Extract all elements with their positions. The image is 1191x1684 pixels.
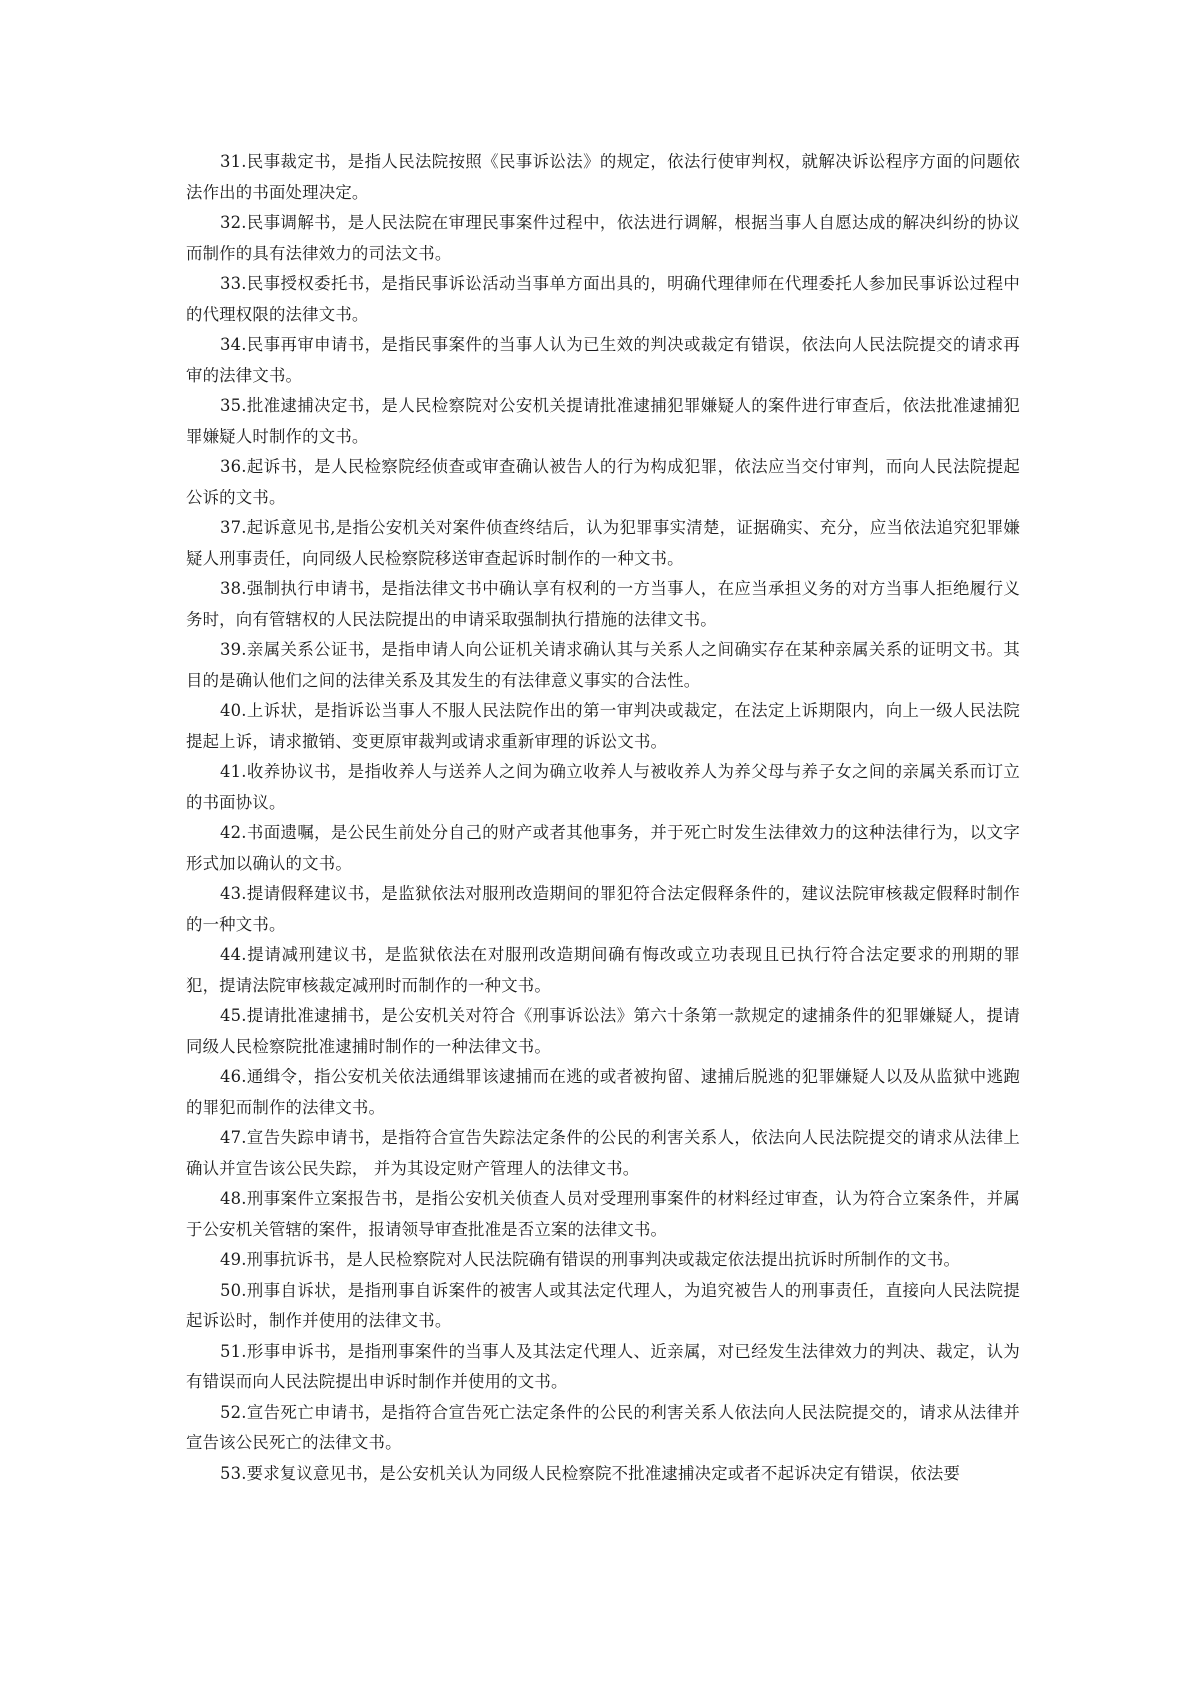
- paragraph-44: 44.提请减刑建议书，是监狱依法在对服刑改造期间确有悔改或立功表现且已执行符合法定要求的刑期的罪犯，提请法院审核裁定减刑时而制作的一种文书。: [186, 945, 1020, 995]
- paragraph-34: 34.民事再审申请书，是指民事案件的当事人认为已生效的判决或裁定有错误，依法向人民法院提交的请求再审的法律文书。: [186, 335, 1020, 385]
- paragraph-45: 45.提请批准逮捕书，是公安机关对符合《刑事诉讼法》第六十条第一款规定的逮捕条件的犯罪嫌疑人，提请同级人民检察院批准逮捕时制作的一种法律文书。: [186, 1006, 1020, 1056]
- paragraph-52: 52.宣告死亡申请书，是指符合宣告死亡法定条件的公民的利害关系人依法向人民法院提交的，请求从法律并宣告该公民死亡的法律文书。: [186, 1402, 1020, 1452]
- paragraph-53: 53.要求复议意见书，是公安机关认为同级人民检察院不批准逮捕决定或者不起诉决定有错误，依法要: [220, 1463, 961, 1483]
- paragraph-51: 51.形事申诉书，是指刑事案件的当事人及其法定代理人、近亲属，对已经发生法律效力的判决、裁定，认为有错误而向人民法院提出申诉时制作并使用的文书。: [186, 1341, 1020, 1391]
- paragraph-42: 42.书面遗嘱，是公民生前处分自己的财产或者其他事务，并于死亡时发生法律效力的这种法律行为，以文字形式加以确认的文书。: [186, 823, 1020, 873]
- paragraph-35: 35.批准逮捕决定书，是人民检察院对公安机关提请批准逮捕犯罪嫌疑人的案件进行审查后，依法批准逮捕犯罪嫌疑人时制作的文书。: [186, 396, 1020, 446]
- paragraph-47: 47.宣告失踪申请书，是指符合宣告失踪法定条件的公民的利害关系人，依法向人民法院提交的请求从法律上确认并宣告该公民失踪， 并为其设定财产管理人的法律文书。: [186, 1128, 1020, 1178]
- paragraph-41: 41.收养协议书，是指收养人与送养人之间为确立收养人与被收养人为养父母与养子女之间的亲属关系而订立的书面协议。: [186, 762, 1020, 812]
- document-body: [186, 147, 1020, 1489]
- paragraph-33: 33.民事授权委托书，是指民事诉讼活动当事单方面出具的，明确代理律师在代理委托人参加民事诉讼过程中的代理权限的法律文书。: [186, 274, 1020, 324]
- paragraph-48: 48.刑事案件立案报告书，是指公安机关侦查人员对受理刑事案件的材料经过审查，认为符合立案条件，并属于公安机关管辖的案件，报请领导审查批准是否立案的法律文书。: [186, 1189, 1020, 1239]
- paragraph-36: 36.起诉书，是人民检察院经侦查或审查确认被告人的行为构成犯罪，依法应当交付审判，而向人民法院提起公诉的文书。: [186, 457, 1020, 507]
- paragraph-46: 46.通缉令，指公安机关依法通缉罪该逮捕而在逃的或者被拘留、逮捕后脱逃的犯罪嫌疑人以及从监狱中逃跑的罪犯而制作的法律文书。: [186, 1067, 1020, 1117]
- paragraph-39: 39.亲属关系公证书，是指申请人向公证机关请求确认其与关系人之间确实存在某种亲属关系的证明文书。其目的是确认他们之间的法律关系及其发生的有法律意义事实的合法性。: [186, 640, 1020, 690]
- paragraph-37: 37.起诉意见书,是指公安机关对案件侦查终结后，认为犯罪事实清楚，证据确实、充分，应当依法追究犯罪嫌疑人刑事责任，向同级人民检察院移送审查起诉时制作的一种文书。: [186, 518, 1020, 568]
- paragraph-31: 31.民事裁定书，是指人民法院按照《民事诉讼法》的规定，依法行使审判权，就解决诉讼程序方面的问题依法作出的书面处理决定。: [186, 152, 1020, 202]
- paragraph-38: 38.强制执行申请书，是指法律文书中确认享有权利的一方当事人，在应当承担义务的对方当事人拒绝履行义务时，向有管辖权的人民法院提出的申请采取强制执行措施的法律文书。: [186, 579, 1020, 629]
- paragraph-50: 50.刑事自诉状，是指刑事自诉案件的被害人或其法定代理人，为追究被告人的刑事责任，直接向人民法院提起诉讼时，制作并使用的法律文书。: [186, 1280, 1020, 1330]
- paragraph-49: 49.刑事抗诉书，是人民检察院对人民法院确有错误的刑事判决或裁定依法提出抗诉时所制作的文书。: [220, 1250, 961, 1269]
- paragraph-43: 43.提请假释建议书，是监狱依法对服刑改造期间的罪犯符合法定假释条件的，建议法院审核裁定假释时制作的一种文书。: [186, 884, 1020, 934]
- paragraph-32: 32.民事调解书，是人民法院在审理民事案件过程中，依法进行调解，根据当事人自愿达成的解决纠纷的协议而制作的具有法律效力的司法文书。: [186, 213, 1020, 263]
- paragraph-40: 40.上诉状，是指诉讼当事人不服人民法院作出的第一审判决或裁定，在法定上诉期限内，向上一级人民法院提起上诉，请求撤销、变更原审裁判或请求重新审理的诉讼文书。: [186, 701, 1020, 751]
